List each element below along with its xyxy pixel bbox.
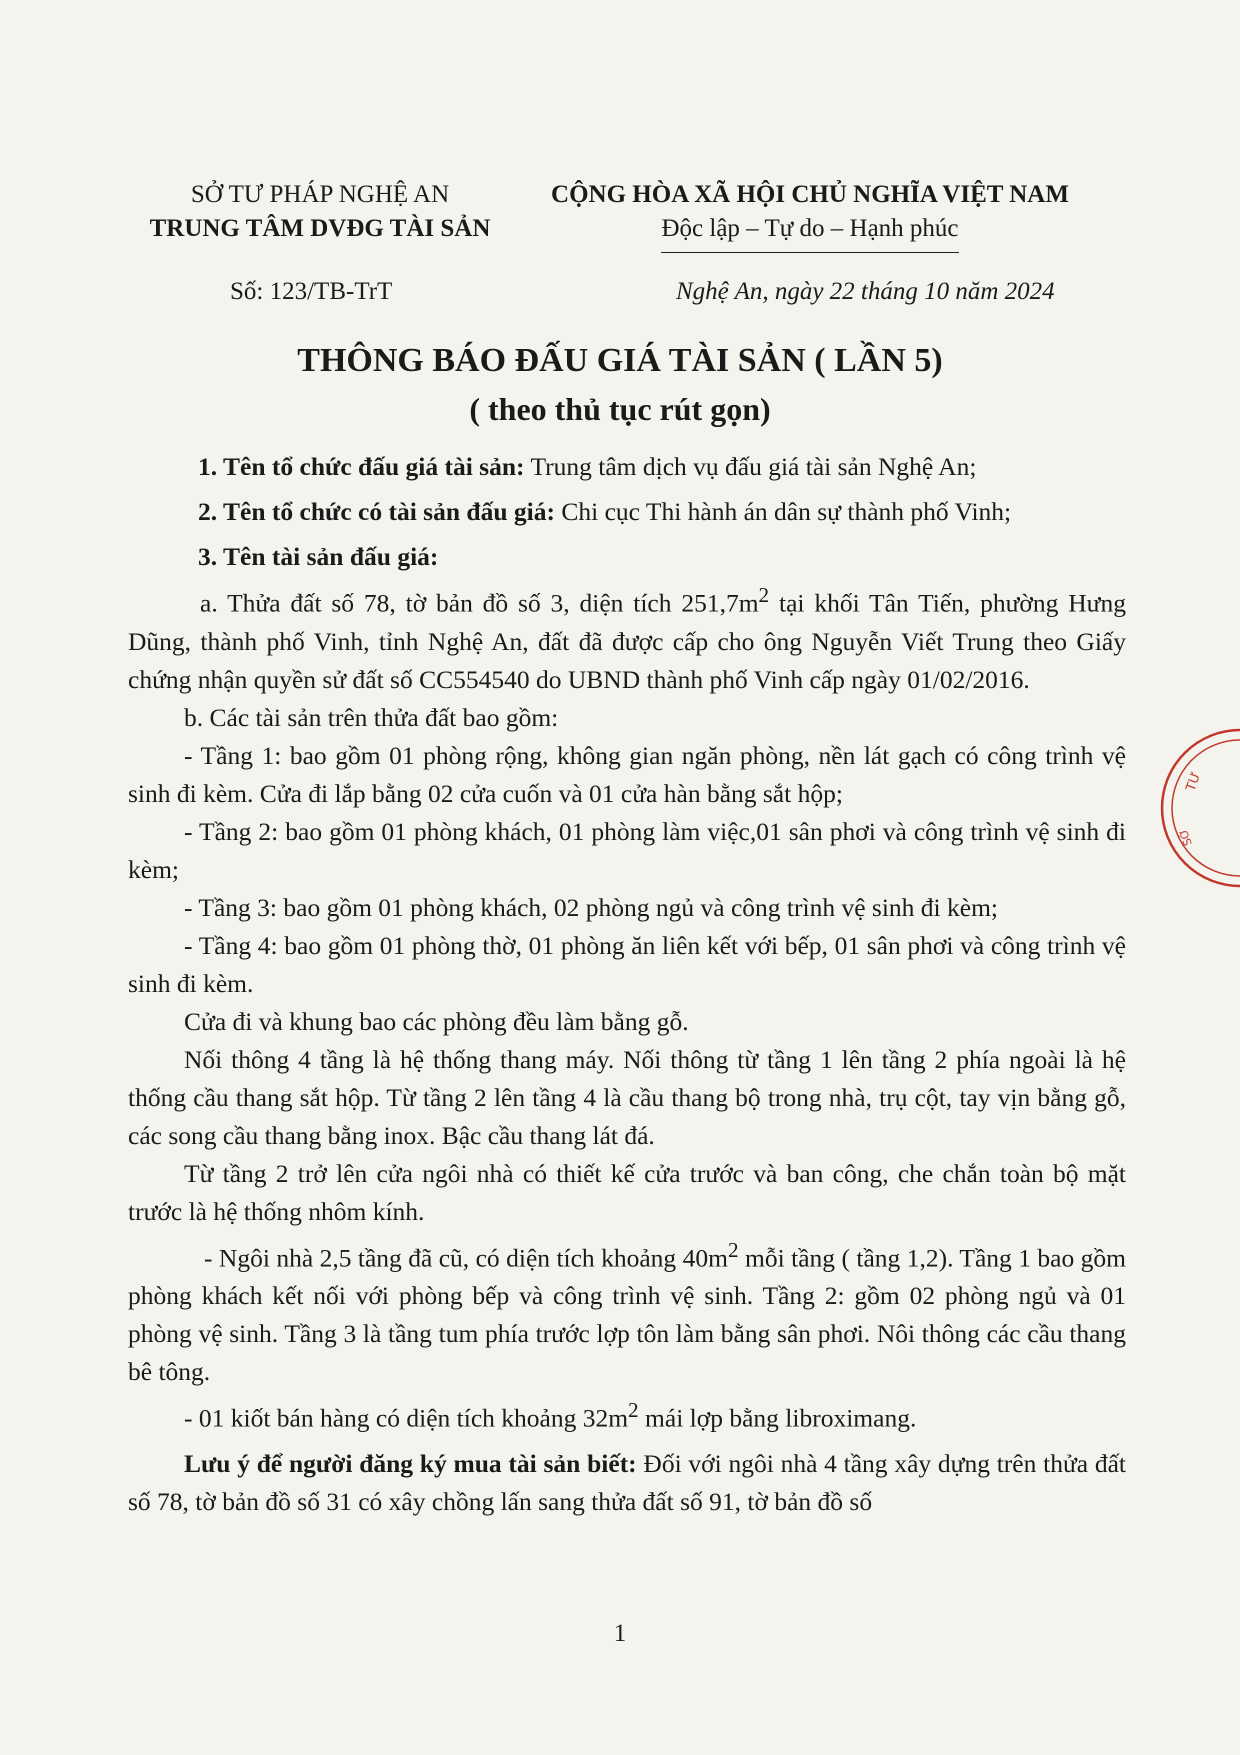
old-house-text-2: mỗi tầng ( tầng 1,2). Tầng 1 bao gồm phòng khách kết nối với phòng bếp và công trình vệ sinh. Tầng 2: gồm 02 phòng ngủ và 01 phòng vệ sinh. Tầng 3 là tầng tum phía trước lợp tôn làm bằng sân phơi. Nôi thông các cầu thang bê tông. — [128, 1243, 1126, 1386]
issuing-agency — [140, 178, 500, 246]
kiosk — [128, 1391, 1126, 1438]
section-3-label: 3. Tên tài sản đấu giá: — [198, 542, 439, 571]
item-b: b. Các tài sản trên thửa đất bao gồm: — [184, 702, 559, 732]
item-a — [128, 576, 1126, 699]
facade-note: Từ tầng 2 trở lên cửa ngôi nhà có thiết kế cửa trước và ban công, che chắn toàn bộ mặt trước là hệ thống nhôm kính. — [128, 1158, 1126, 1226]
item-a-superscript: 2 — [758, 583, 770, 607]
item-a-text-1: a. Thửa đất số 78, tờ bản đồ số 3, diện tích 251,7m — [200, 588, 759, 618]
agency-line-2: TRUNG TÂM DVĐG TÀI SẢN — [149, 215, 491, 242]
old-house — [128, 1231, 1126, 1392]
red-seal-stamp-icon — [1176, 728, 1240, 888]
svg-text:TƯ: TƯ — [1183, 770, 1205, 794]
floor-2: - Tầng 2: bao gồm 01 phòng khách, 01 phòng làm việc,01 sân phơi và công trình vệ sinh đi kèm; — [128, 816, 1126, 884]
document-body — [128, 448, 1126, 1521]
stairs-note: Nối thông 4 tầng là hệ thống thang máy. Nối thông từ tầng 1 lên tầng 2 phía ngoài là hệ thống cầu thang sắt hộp. Từ tầng 2 lên tầng 4 là cầu thang bộ trong nhà, trụ cột, tay vịn bằng gỗ, các song cầu thang bằng inox. Bậc cầu thang lát đá. — [128, 1044, 1126, 1150]
nation-slogan: Độc lập – Tự do – Hạnh phúc — [661, 212, 958, 253]
section-2 — [128, 493, 1126, 531]
section-1-text: Trung tâm dịch vụ đấu giá tài sản Nghệ An; — [524, 452, 977, 481]
item-a-text-2: tại khối Tân Tiến, phường Hưng Dũng, thành phố Vinh, tỉnh Nghệ An, đất đã được cấp cho ông Nguyễn Viết Trung theo Giấy chứng nhận quyền sử đất số CC554540 do UBND thành phố Vinh cấp ngày 01/02/2016. — [128, 588, 1126, 694]
buyer-note-label: Lưu ý để người đăng ký mua tài sản biết: — [184, 1448, 637, 1478]
section-1 — [128, 448, 1126, 486]
national-motto — [520, 178, 1100, 253]
old-house-text-1: - Ngôi nhà 2,5 tầng đã cũ, có diện tích khoảng 40m — [204, 1243, 728, 1272]
section-2-text: Chi cục Thi hành án dân sự thành phố Vinh; — [554, 497, 1012, 526]
document-title: THÔNG BÁO ĐẤU GIÁ TÀI SẢN ( LẦN 5) — [297, 342, 943, 379]
kiosk-text-1: - 01 kiốt bán hàng có diện tích khoảng 32m — [184, 1403, 629, 1433]
document-subtitle: ( theo thủ tục rút gọn) — [469, 391, 771, 427]
floor-1: - Tầng 1: bao gồm 01 phòng rộng, không gian ngăn phòng, nền lát gạch có công trình vệ sinh đi kèm. Cửa đi lắp bằng 02 cửa cuốn và 01 cửa hàn bằng sắt hộp; — [128, 740, 1126, 808]
doors-note: Cửa đi và khung bao các phòng đều làm bằng gỗ. — [184, 1006, 689, 1036]
old-house-superscript: 2 — [727, 1237, 739, 1262]
page-number: 1 — [613, 1620, 627, 1647]
svg-text:SỞ: SỞ — [1176, 826, 1195, 848]
section-1-label: 1. Tên tổ chức đấu giá tài sản: — [198, 452, 525, 481]
nation-name: CỘNG HÒA XÃ HỘI CHỦ NGHĨA VIỆT NAM — [551, 181, 1069, 208]
kiosk-superscript: 2 — [628, 1398, 639, 1422]
buyer-note — [128, 1445, 1126, 1521]
buyer-note-text: Đối với ngôi nhà 4 tầng xây dựng trên thửa đất số 78, tờ bản đồ số 31 có xây chồng lấn sang thửa đất số 91, tờ bản đồ số — [128, 1448, 1126, 1516]
place-and-date: Nghệ An, ngày 22 tháng 10 năm 2024 — [676, 278, 1055, 305]
agency-line-1: SỞ TƯ PHÁP NGHỆ AN — [190, 181, 450, 208]
floor-3: - Tầng 3: bao gồm 01 phòng khách, 02 phòng ngủ và công trình vệ sinh đi kèm; — [184, 892, 998, 922]
section-2-label: 2. Tên tổ chức có tài sản đấu giá: — [198, 497, 555, 526]
floor-4: - Tầng 4: bao gồm 01 phòng thờ, 01 phòng ăn liên kết với bếp, 01 sân phơi và công trình vệ sinh đi kèm. — [128, 930, 1126, 998]
document-number: Số: 123/TB-TrT — [230, 278, 393, 305]
kiosk-text-2: mái lợp bằng libroximang. — [638, 1403, 917, 1433]
